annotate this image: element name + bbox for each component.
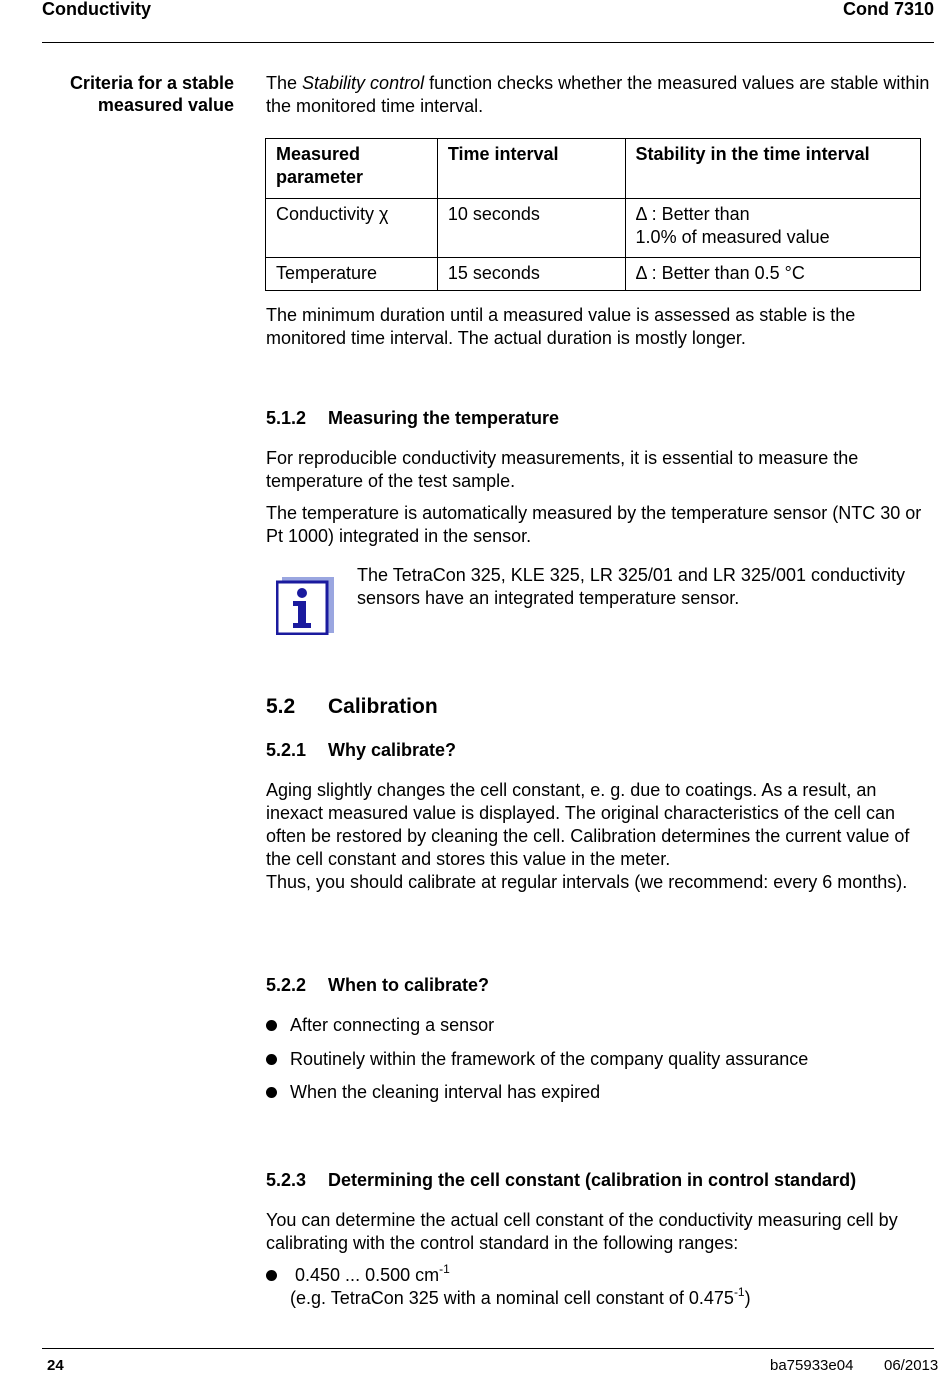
after-table-paragraph: The minimum duration until a measured value is assessed as stable is the monitored time interval. The actual duration is mostly longer.	[266, 305, 856, 348]
table-cell: Temperature	[266, 258, 438, 291]
table-header-row	[266, 139, 921, 199]
section-heading-5-1-2: 5.1.2 Measuring the temperature	[266, 408, 560, 428]
header-rule	[42, 42, 934, 43]
table-header-cell: Time interval	[437, 139, 625, 199]
table-cell: 15 seconds	[437, 258, 625, 291]
table-cell: Δ : Better than 1.0% of measured value	[625, 199, 920, 258]
section-heading-5-2-3: 5.2.3 Determining the cell constant (calibration in control standard)	[266, 1170, 857, 1190]
cell-constant-paragraph: You can determine the actual cell constant of the conductivity measuring cell by calibrating with the control standard in the following ranges:	[266, 1210, 898, 1253]
info-note-text: The TetraCon 325, KLE 325, LR 325/01 and LR 325/001 conductivity sensors have an integrated temperature sensor.	[357, 565, 906, 608]
info-icon	[276, 577, 334, 635]
temperature-paragraph-1: For reproducible conductivity measurements, it is essential to measure the temperature of the test sample.	[266, 448, 859, 491]
list-item: 0.450 ... 0.500 $cm^{-1}$ (e.g. TetraCon 325 with a nominal cell constant of $0.475^{-1}$)	[266, 1264, 751, 1310]
why-calibrate-paragraph: Aging slightly changes the cell constant, e. g. due to coatings. As a result, an inexact measured value is displayed. The original characteristics of the cell can often be restored by cleaning the cell. Calibration determines the current value of the cell constant and stores this value in the meter. Thus, you should calibrate at regular intervals (we recommend: every 6 months).	[266, 780, 910, 892]
section-heading-5-2: 5.2 Calibration	[266, 695, 438, 718]
temperature-paragraph-2: The temperature is automatically measured by the temperature sensor (NTC 30 or Pt 1000) integrated in the sensor.	[266, 503, 922, 546]
table-header-cell: Stability in the time interval	[625, 139, 920, 199]
list-item: When the cleaning interval has expired	[266, 1081, 600, 1104]
header-section-title: Conductivity	[42, 0, 152, 19]
side-heading: Criteria for a stable measured value	[69, 73, 234, 115]
table-cell: 10 seconds	[437, 199, 625, 258]
footer-rule	[42, 1348, 934, 1349]
table-header-cell: Measured parameter	[266, 139, 438, 199]
table-row	[266, 199, 921, 258]
document-date: 06/2013	[884, 1357, 939, 1374]
intro-paragraph: The Stability control function checks whether the measured values are stable within the monitored time interval.	[266, 73, 930, 116]
list-item: After connecting a sensor	[266, 1014, 494, 1037]
section-heading-5-2-1: 5.2.1 Why calibrate?	[266, 740, 457, 760]
stability-criteria-table	[265, 138, 921, 291]
section-heading-5-2-2: 5.2.2 When to calibrate?	[266, 975, 490, 995]
table-row	[266, 258, 921, 291]
page-number: 24	[47, 1357, 64, 1374]
table-cell: Conductivity χ	[266, 199, 438, 258]
list-item: Routinely within the framework of the company quality assurance	[266, 1048, 808, 1071]
header-product-name: Cond 7310	[842, 0, 934, 19]
document-id: ba75933e04	[770, 1357, 854, 1374]
table-cell: Δ : Better than 0.5 °C	[625, 258, 920, 291]
